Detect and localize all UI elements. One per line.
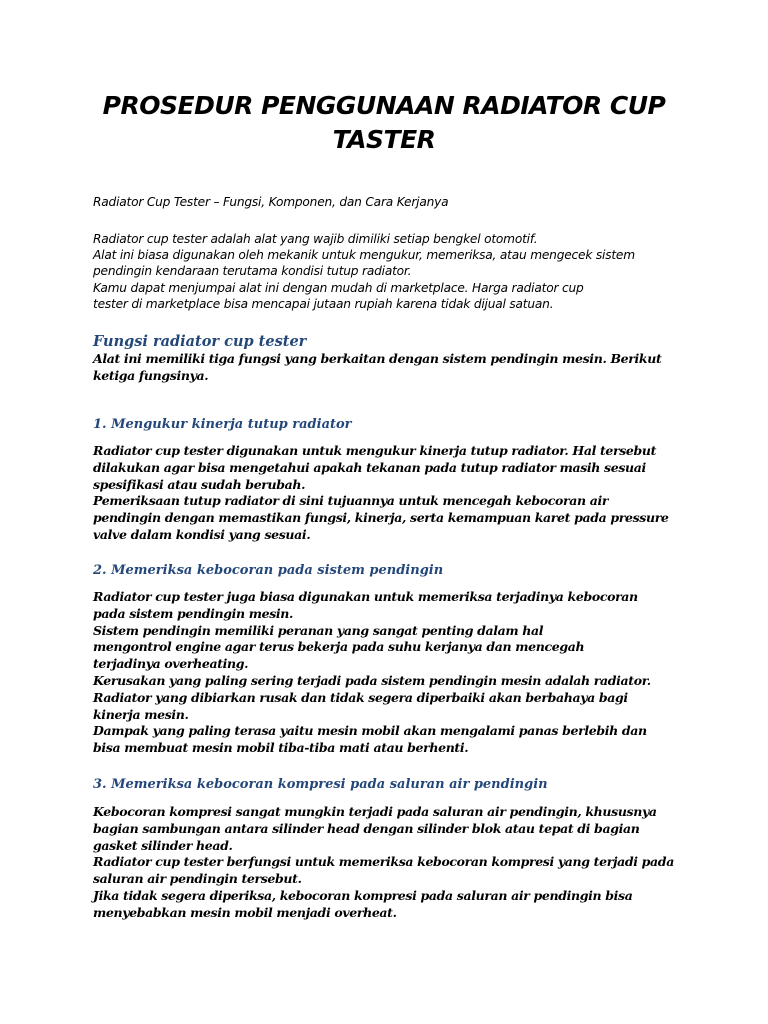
- body-line: Radiator cup tester juga biasa digunakan untuk memeriksa terjadinya kebocoran: [93, 589, 638, 604]
- body-line: menyebabkan mesin mobil menjadi overheat.: [93, 904, 397, 920]
- intro-line: Radiator cup tester adalah alat yang wajib dimiliki setiap bengkel otomotif.: [93, 232, 538, 246]
- body-line: Pemeriksaan tutup radiator di sini tujuannya untuk mencegah kebocoran air: [93, 493, 609, 509]
- body-line: Sistem pendingin memiliki peranan yang sangat penting dalam hal: [93, 622, 544, 638]
- body-line: mengontrol engine agar terus bekerja pada suhu kerjanya dan mencegah: [93, 639, 585, 655]
- body-line: gasket silinder head.: [93, 837, 233, 853]
- intro-paragraph: [93, 231, 693, 312]
- intro-line: Kamu dapat menjumpai alat ini dengan mudah di marketplace. Harga radiator cup: [93, 280, 584, 295]
- body-line: saluran air pendingin tersebut.: [93, 871, 302, 887]
- body-line: Radiator cup tester berfungsi untuk memeriksa kebocoran kompresi yang terjadi pada: [93, 854, 674, 870]
- intro-line: pendingin kendaraan terutama kondisi tutup radiator.: [93, 264, 412, 279]
- body-line: pada sistem pendingin mesin.: [93, 605, 294, 621]
- intro-line: tester di marketplace bisa mencapai jutaan rupiah karena tidak dijual satuan.: [93, 296, 554, 311]
- body-line: kinerja mesin.: [93, 706, 189, 722]
- section-3-body: [93, 804, 713, 922]
- section-1-body: [93, 443, 713, 544]
- section-heading-fungsi: Fungsi radiator cup tester: [93, 333, 307, 350]
- section-2-body: [93, 589, 713, 757]
- body-line: terjadinya overheating.: [93, 656, 249, 672]
- body-line: pendingin dengan memastikan fungsi, kinerja, serta kemampuan karet pada pressure: [93, 510, 669, 526]
- intro-line: Alat ini biasa digunakan oleh mekanik untuk mengukur, memeriksa, atau mengecek sistem: [93, 248, 635, 263]
- section-heading-1: 1. Mengukur kinerja tutup radiator: [93, 417, 352, 432]
- title-line: TASTER: [332, 125, 436, 154]
- body-line: Alat ini memiliki tiga fungsi yang berkaitan dengan sistem pendingin mesin. Berikut: [93, 351, 662, 366]
- section-heading-3: 3. Memeriksa kebocoran kompresi pada saluran air pendingin: [93, 777, 548, 792]
- page-title: [60, 89, 708, 157]
- subtitle-text: Radiator Cup Tester – Fungsi, Komponen, dan Cara Kerjanya: [93, 195, 449, 209]
- title-line: PROSEDUR PENGGUNAAN RADIATOR CUP: [102, 91, 666, 120]
- body-line: Jika tidak segera diperiksa, kebocoran kompresi pada saluran air pendingin bisa: [93, 887, 633, 903]
- body-line: Radiator cup tester digunakan untuk mengukur kinerja tutup radiator. Hal tersebut: [93, 443, 657, 458]
- section-heading-2: 2. Memeriksa kebocoran pada sistem pendingin: [93, 563, 444, 578]
- body-line: bisa membuat mesin mobil tiba-tiba mati atau berhenti.: [93, 740, 469, 756]
- document-subtitle: [93, 194, 693, 210]
- body-line: Dampak yang paling terasa yaitu mesin mobil akan mengalami panas berlebih dan: [93, 723, 647, 739]
- body-line: bagian sambungan antara silinder head dengan silinder blok atau tepat di bagian: [93, 820, 640, 836]
- body-line: valve dalam kondisi yang sesuai.: [93, 526, 311, 542]
- body-line: ketiga fungsinya.: [93, 367, 209, 383]
- body-line: Radiator yang dibiarkan rusak dan tidak segera diperbaiki akan berbahaya bagi: [93, 689, 628, 705]
- body-line: dilakukan agar bisa mengetahui apakah tekanan pada tutup radiator masih sesuai: [93, 459, 646, 475]
- body-line: spesifikasi atau sudah berubah.: [93, 476, 306, 492]
- body-line: Kebocoran kompresi sangat mungkin terjadi pada saluran air pendingin, khususnya: [93, 804, 657, 819]
- section-fungsi-body: [93, 351, 713, 385]
- body-line: Kerusakan yang paling sering terjadi pada sistem pendingin mesin adalah radiator.: [93, 672, 651, 688]
